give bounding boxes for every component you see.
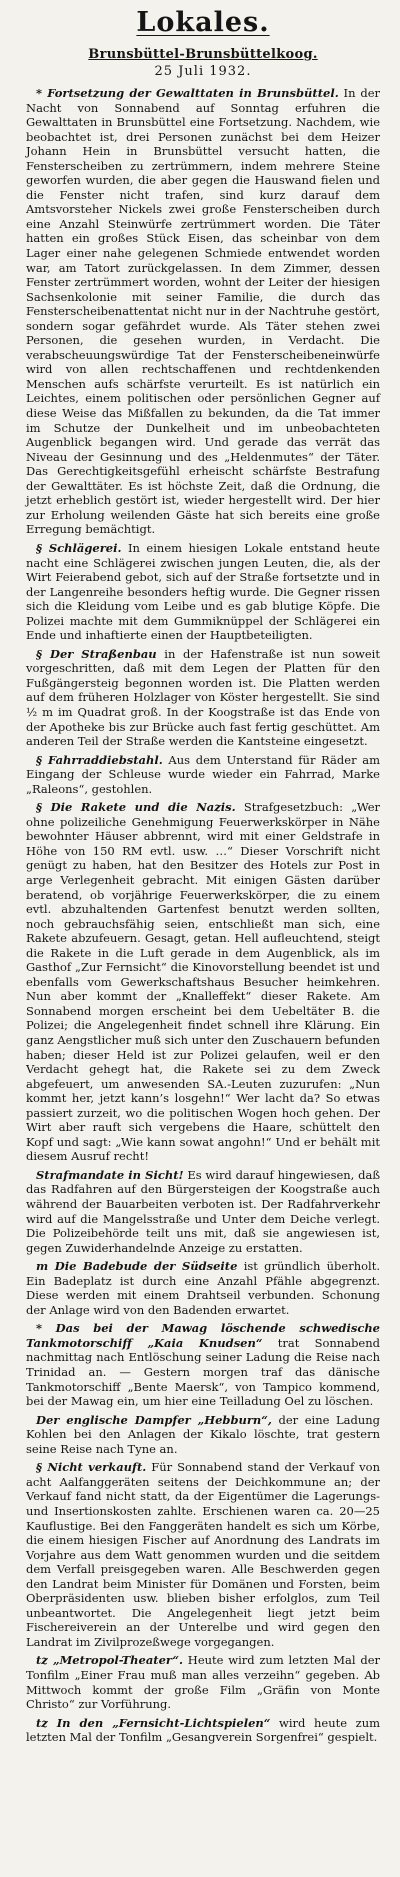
- dateline-place: Brunsbüttel-Brunsbüttelkoog.: [88, 47, 318, 62]
- article-headline: Strafmandate in Sicht!: [36, 1167, 184, 1182]
- article-text: Aus dem Unterstand für Räder am Eingang der Schleuse wurde wieder ein Fahrrad, Marke „Raleons“, gestohlen.: [26, 752, 381, 796]
- article-nicht-verkauft: [26, 1460, 380, 1649]
- article-text: trat Sonnabend nachmittag nach Entlöschung seiner Ladung die Reise nach Trinidad an. — Gestern morgen traf das dänische Tankmotorschiff „Bente Maersk“, von Tampico kommend, bei der Mawag ein, um hier eine Teilladung Oel zu löschen.: [26, 1335, 380, 1409]
- article-headline: tz „Metropol-Theater“.: [36, 1653, 184, 1668]
- article-strafmandate: [26, 1168, 380, 1255]
- article-tankmotorschiff: [26, 1321, 380, 1408]
- article-headline: * Das bei der Mawag löschende schwedische Tankmotorschiff „Kaia Knudsen“: [26, 1321, 380, 1350]
- article-headline: § Fahrraddiebstahl.: [36, 752, 163, 767]
- dateline: [26, 46, 380, 80]
- article-text: wird heute zum letzten Mal der Tonfilm „Gesangverein Sorgenfrei“ gespielt.: [26, 1715, 381, 1745]
- dateline-date: 25 Juli 1932.: [154, 64, 252, 79]
- article-headline: * Fortsetzung der Gewalttaten in Brunsbüttel.: [36, 86, 339, 100]
- article-strassenbau: [26, 647, 380, 749]
- section-masthead: Lokales.: [136, 7, 270, 38]
- article-headline: § Die Rakete und die Nazis.: [36, 800, 236, 815]
- article-schlaegerei: [26, 541, 380, 643]
- article-column: [26, 86, 380, 1745]
- article-dampfer-hebburn: [26, 1413, 380, 1457]
- article-text: Es wird darauf hingewiesen, daß das Radfahren auf den Bürgersteigen der Koogstraße auch während der Bauarbeiten verboten ist. Der Radfahrverkehr wird auf die Mangelsstraße und Unter dem Deiche verlegt. Die Polizeibehörde teilt uns mit, daß sie angewiesen ist, gegen Zuwiderhandelnde Anzeige zu erstatten.: [26, 1167, 381, 1255]
- article-text: ist gründlich überholt. Ein Badeplatz ist durch eine Anzahl Pfähle abgegrenzt. Diese werden mit einem Drahtseil verbunden. Schonung der Anlage wird von den Badenden erwartet.: [26, 1259, 381, 1317]
- article-headline: § Der Straßenbau: [36, 646, 157, 661]
- article-headline: Der englische Dampfer „Hebburn“,: [36, 1412, 272, 1427]
- article-text: Für Sonnabend stand der Verkauf von acht Aalfanggeräten seitens der Deichkommune an; der Verkauf fand nicht statt, da der Eigentümer die Lagerungs- und Insertionskosten zahlte. Erschienen waren ca. 20—25 Kauflustige. Bei den Fanggeräten handelt es sich um Körbe, die einem hiesigen Fischer auf Anordnung des Landrats im Vorjahre aus dem Watt genommen wurden und die seitdem dem Verfall preisgegeben waren. Alle Beschwerden gegen den Landrat beim Minister für Domänen und Forsten, beim Oberpräsidenten usw. blieben bisher erfolglos, zum Teil unbeantwortet. Die Angelegenheit liegt jetzt beim Fischereiverein an der Unterelbe und wird gegen den Landrat im Zivilprozeßwege vorgegangen.: [26, 1460, 380, 1649]
- article-text: In einem hiesigen Lokale entstand heute nacht eine Schlägerei zwischen jungen Leuten, die, als der Wirt Feierabend gebot, sich auf der Straße fortsetzte und in der Langenreihe besonders heftig wurde. Die Gegner rissen sich die Kleidung vom Leibe und es gab blutige Köpfe. Die Polizei machte mit dem Gummiknüppel der Schlägerei ein Ende und inhaftierte einen der Hauptbeteiligten.: [26, 540, 380, 643]
- article-rakete: [26, 800, 380, 1164]
- article-badebude: [26, 1259, 380, 1317]
- article-headline: § Nicht verkauft.: [36, 1460, 147, 1475]
- article-text: In der Nacht von Sonnabend auf Sonntag erfuhren die Gewalttaten in Brunsbüttel eine Fortsetzung. Nachdem, wie beobachtet ist, drei Personen zunächst bei dem Heizer Johann Hein in Brunsbüttel versucht hatten, die Fensterscheiben zu zertrümmern, indem mehrere Steine geworfen wurden, die aber gegen die Hauswand fielen und die Fenster nicht trafen, sind kurz darauf dem Amtsvorsteher Nickels zwei große Fensterscheiben durch eine Anzahl Steinwürfe zertrümmert worden. Die Täter hatten ein großes Stück Eisen, das scheinbar von dem Lager einer nahe gelegenen Schmiede entwendet worden war, am Tatort zurückgelassen. In dem Zimmer, dessen Fenster zertrümmert worden, wohnt der Leiter der hiesigen Sachsenkolonie mit seiner Familie, die durch das Fensterscheibenattentat nicht nur in der Nachtruhe gestört, sondern sogar gefährdet wurde. Als Täter stehen zwei Personen, die gesehen wurden, in Verdacht. Die verabscheuungswürdige Tat der Fensterscheibeneinwürfe wird von allen rechtschaffenen und rechtdenkenden Menschen aufs schärfste verurteilt. Es ist natürlich ein Leichtes, einem politischen oder persönlichen Gegner auf diese Weise das Mißfallen zu bekunden, da die Tat immer im Schutze der Dunkelheit und im unbeobachteten Augenblick begangen wird. Und gerade das verrät das Niveau der Gesinnung und des „Heldenmutes“ der Täter. Das Gerechtigkeitsgefühl erheischt schärfste Bestrafung der Gewalttäter. Es ist höchste Zeit, daß die Ordnung, die jetzt erheblich gestört ist, wieder hergestellt wird. Der hier zur Erholung weilenden Gäste hat sich bereits eine große Erregung bemächtigt.: [26, 86, 381, 537]
- article-text: Heute wird zum letzten Mal der Tonfilm „Einer Frau muß man alles verzeihn“ gegeben. Ab Mittwoch kommt der große Film „Gräfin von Monte Christo“ zur Vorführung.: [26, 1653, 380, 1712]
- article-text: Strafgesetzbuch: „Wer ohne polizeiliche Genehmigung Feuerwerkskörper in Nähe bewohnter Häuser abbrennt, wird mit einer Geldstrafe in Höhe von 150 RM evtl. usw. …“ Dieser Vorschrift nicht genügt zu haben, hat den Besitzer des Hotels zur Post in arge Verlegenheit gebracht. Mit einigen Gästen darüber beratend, ob vorjährige Feuerwerkskörper, die zu einem evtl. abzuhaltenden Gartenfest benutzt werden sollten, noch gebrauchsfähig seien, entschließt man sich, eine Rakete abzufeuern. Gesagt, getan. Hell aufleuchtend, steigt die Rakete in die Luft gerade in dem Augenblick, als im Gasthof „Zur Fernsicht“ die Kinovorstellung beendet ist und ebenfalls vom Gewerkschaftshaus Besucher heimkehren. Nun aber kommt der „Knalleffekt“ dieser Rakete. Am Sonnabend morgen erscheint bei dem Uebeltäter B. die Polizei; die Angelegenheit findet schnell ihre Klärung. Ein ganz Aengstlicher muß sich unter den Zuschauern befunden haben; dieser Held ist zur Polizei gelaufen, weil er den Verdacht gehegt hat, die Rakete sei zu dem Zweck abgefeuert, um anwesenden SA.-Leuten zuzurufen: „Nun kommt her, jetzt kann’s losgehn!“ Wer lacht da? So etwas passiert zurzeit, wo die politischen Wogen hoch gehen. Der Wirt aber rauft sich vergebens die Haare, schüttelt den Kopf und sagt: „Wie kann sowat angohn!“ Und er behält mit diesem Ausruf recht!: [26, 800, 381, 1164]
- article-text: in der Hafenstraße ist nun soweit vorgeschritten, daß mit dem Legen der Platten für den Fußgängersteig begonnen worden ist. Die Platten werden auf dem früheren Holzlager von Köster hergestellt. Sie sind ½ m im Quadrat groß. In der Koogstraße ist das Ende von der Apotheke bis zur Brücke auch fast fertig geschüttet. Am anderen Teil der Straße werden die Kantsteine eingesetzt.: [26, 646, 380, 749]
- article-headline: § Schlägerei.: [36, 540, 122, 555]
- article-headline: m Die Badebude der Südseite: [36, 1259, 238, 1274]
- article-text: der eine Ladung Kohlen bei den Anlagen der Kikalo löschte, trat gestern seine Reise nach Tyne an.: [26, 1412, 380, 1456]
- article-headline: tz In den „Fernsicht-Lichtspielen“: [36, 1715, 271, 1730]
- article-metropol-theater: [26, 1653, 380, 1711]
- article-gewalttaten: [26, 86, 380, 537]
- article-fahrraddiebstahl: [26, 753, 380, 797]
- article-fernsicht-lichtspiele: [26, 1716, 380, 1745]
